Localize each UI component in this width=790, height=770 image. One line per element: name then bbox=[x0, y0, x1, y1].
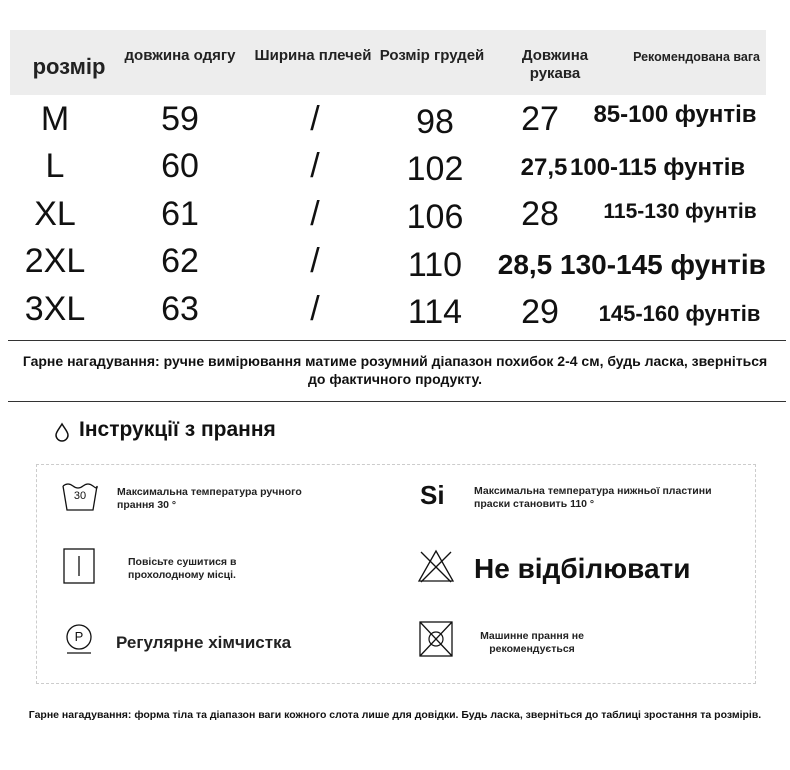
cell-shoulder: / bbox=[310, 242, 320, 280]
cell-weight: 130-145 фунтів bbox=[560, 249, 766, 280]
water-drop-icon bbox=[54, 422, 70, 442]
cell-shoulder: / bbox=[310, 195, 320, 233]
care-text-hand-wash: Максимальна температура ручного прання 30 ° bbox=[117, 486, 302, 511]
cell-shoulder: / bbox=[310, 147, 320, 185]
no-bleach-icon bbox=[417, 548, 455, 584]
cell-weight: 145-160 фунтів bbox=[598, 301, 761, 326]
cell-shoulder: / bbox=[310, 290, 320, 328]
dry-clean-p-icon: P bbox=[63, 623, 95, 655]
measurement-note: Гарне нагадування: ручне вимірювання матиме розумний діапазон похибок 2-4 см, будь ласка, зверніться до фактичного продукту. bbox=[22, 353, 768, 387]
cell-size: 3XL bbox=[24, 290, 86, 328]
header-weight: Рекомендована вага bbox=[633, 50, 760, 64]
cell-size: L bbox=[45, 147, 65, 185]
cell-chest: 110 bbox=[407, 246, 463, 284]
footer-note: Гарне нагадування: форма тіла та діапазон ваги кожного слота лише для довідки. Будь ласка, зверніться до таблиці зростання та розмірів. bbox=[28, 709, 762, 721]
divider bbox=[8, 401, 786, 402]
divider bbox=[8, 340, 786, 341]
table-row bbox=[0, 95, 790, 143]
cell-length: 60 bbox=[161, 147, 199, 185]
header-length: довжина одягу bbox=[124, 47, 236, 64]
care-text-dry-clean: Регулярне хімчистка bbox=[116, 633, 292, 652]
care-text-no-machine-wash: Машинне прання не рекомендується bbox=[480, 630, 584, 655]
table-row bbox=[0, 142, 790, 190]
cell-length: 63 bbox=[161, 290, 199, 328]
hand-wash-30-icon: 30 bbox=[60, 478, 100, 514]
table-row bbox=[0, 190, 790, 238]
no-machine-wash-icon bbox=[418, 620, 454, 658]
cell-weight: 115-130 фунтів bbox=[603, 200, 757, 223]
care-text-iron: Максимальна температура нижньої пластини праски становить 110 ° bbox=[474, 485, 712, 510]
cell-size: XL bbox=[34, 195, 76, 233]
cell-chest: 114 bbox=[407, 293, 463, 331]
cell-chest: 98 bbox=[416, 103, 454, 141]
header-chest: Розмір грудей bbox=[379, 47, 485, 64]
cell-size: M bbox=[40, 100, 70, 138]
cell-weight: 85-100 фунтів bbox=[593, 101, 757, 128]
cell-sleeve: 29 bbox=[521, 293, 559, 331]
header-size: розмір bbox=[32, 54, 106, 79]
care-text-no-bleach: Не відбілювати bbox=[474, 553, 691, 584]
iron-si-icon: Si bbox=[420, 480, 445, 510]
washing-title: Інструкції з прання bbox=[79, 418, 276, 441]
cell-sleeve: 27,5 bbox=[520, 154, 568, 181]
cell-sleeve: 28 bbox=[521, 195, 559, 233]
table-row bbox=[0, 237, 790, 285]
cell-chest: 102 bbox=[406, 150, 464, 188]
cell-weight: 100-115 фунтів bbox=[570, 154, 746, 181]
header-sleeve: Довжина рукава bbox=[521, 47, 589, 82]
header-shoulder: Ширина плечей bbox=[254, 47, 372, 64]
cell-chest: 106 bbox=[406, 198, 464, 236]
cell-length: 62 bbox=[161, 242, 199, 280]
cell-sleeve: 27 bbox=[521, 100, 559, 138]
cell-size: 2XL bbox=[24, 242, 86, 280]
care-text-dry: Повісьте сушитися в прохолодному місці. bbox=[128, 556, 237, 581]
cell-length: 59 bbox=[161, 100, 199, 138]
cell-sleeve: 28,5 bbox=[497, 249, 553, 280]
table-row bbox=[0, 285, 790, 333]
cell-shoulder: / bbox=[310, 100, 320, 138]
line-dry-shade-icon bbox=[63, 548, 95, 584]
cell-length: 61 bbox=[161, 195, 199, 233]
